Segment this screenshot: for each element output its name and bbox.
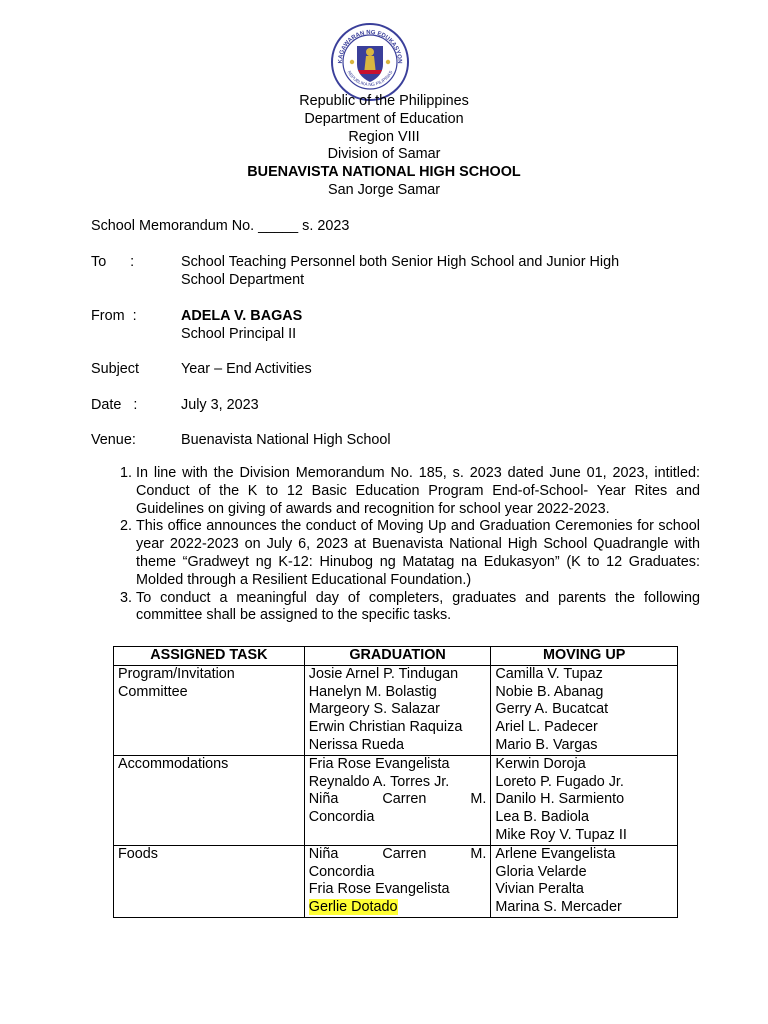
name-part: Niña <box>308 845 339 862</box>
task-line: Program/Invitation <box>118 665 235 682</box>
header-line: Division of Samar <box>327 146 441 163</box>
person-name: Gloria Velarde <box>495 863 587 880</box>
graduation-cell <box>304 665 491 755</box>
task-line: Committee <box>118 683 188 700</box>
person-name: Fria Rose Evangelista <box>308 755 450 772</box>
task-line: Foods <box>118 845 158 862</box>
moving-up-cell <box>491 845 678 917</box>
person-name: Gerry A. Bucatcat <box>495 701 609 718</box>
highlighted-name: Gerlie Dotado <box>308 899 398 916</box>
school-name: BUENAVISTA NATIONAL HIGH SCHOOL <box>247 164 521 181</box>
from-label: From : <box>91 308 137 324</box>
moving-up-cell <box>491 665 678 755</box>
name-part: Niña <box>308 791 339 808</box>
to-label: To : <box>91 254 135 270</box>
date-label: Date : <box>91 397 138 413</box>
memo-item: 2. This office announces the conduct of Moving Up and Graduation Ceremonies for school year 2022-2023 on July 6, 2023 at Buenavista National High School Quadrangle with theme “Gradweyt ng K-12: Hinubog ng Matatag na Edukasyon” (K to 12 Graduates: Molded through a Resilient Educational Foundation.) <box>136 518 700 589</box>
person-name: Marina S. Mercader <box>495 899 622 916</box>
header-line: Department of Education <box>304 110 464 127</box>
task-cell <box>114 665 305 755</box>
venue-label: Venue: <box>91 432 136 448</box>
person-name: Mario B. Vargas <box>495 736 598 753</box>
header-line: Republic of the Philippines <box>299 93 469 109</box>
name-part: M. <box>470 791 487 808</box>
date-value: July 3, 2023 <box>181 397 259 413</box>
subject-label: Subject <box>91 361 139 377</box>
person-name: Loreto P. Fugado Jr. <box>495 773 624 790</box>
task-line: Accommodations <box>118 755 229 772</box>
venue-value: Buenavista National High School <box>181 432 391 448</box>
person-name: Mike Roy V. Tupaz II <box>495 826 627 843</box>
committee-table <box>113 646 678 918</box>
person-name: Fria Rose Evangelista <box>308 881 450 898</box>
person-name: Reynaldo A. Torres Jr. <box>308 773 450 790</box>
to-value: School Teaching Personnel both Senior High School and Junior High School Department <box>181 254 620 288</box>
person-name: Erwin Christian Raquiza <box>308 719 463 736</box>
table-row <box>114 845 678 917</box>
person-name: Josie Arnel P. Tindugan <box>308 665 459 682</box>
moving-up-cell <box>491 755 678 845</box>
school-location: San Jorge Samar <box>328 181 440 198</box>
memo-item: 3. To conduct a meaningful day of completers, graduates and parents the following committee shall be assigned to the specific tasks. <box>136 590 700 626</box>
deped-seal-logo <box>330 22 410 102</box>
svg-text:REPUBLIKA NG PILIPINAS: REPUBLIKA NG PILIPINAS <box>346 69 394 88</box>
header-line: Region VIII <box>348 128 420 145</box>
column-header: GRADUATION <box>304 647 491 666</box>
name-part: Carren <box>382 791 427 808</box>
name-part: Carren <box>382 845 427 862</box>
task-cell <box>114 755 305 845</box>
person-name: Camilla V. Tupaz <box>495 665 603 682</box>
task-cell <box>114 845 305 917</box>
table-row <box>114 665 678 755</box>
person-name: Lea B. Badiola <box>495 809 589 826</box>
person-name: Nobie B. Abanag <box>495 683 604 700</box>
from-name: ADELA V. BAGAS <box>181 308 303 324</box>
person-name: Hanelyn M. Bolastig <box>308 683 437 700</box>
person-name: Margeory S. Salazar <box>308 701 440 718</box>
memo-items <box>113 465 700 625</box>
table-header-row <box>114 647 678 666</box>
memo-number: School Memorandum No. _____ s. 2023 <box>91 218 350 234</box>
from-title: School Principal II <box>181 326 297 342</box>
person-name-highlighted <box>309 899 487 917</box>
person-name: Concordia <box>308 809 375 826</box>
person-name: Vivian Peralta <box>495 881 584 898</box>
column-header: ASSIGNED TASK <box>114 647 305 666</box>
graduation-cell <box>304 755 491 845</box>
graduation-cell <box>304 845 491 917</box>
person-name: Ariel L. Padecer <box>495 719 598 736</box>
column-header: MOVING UP <box>491 647 678 666</box>
letterhead <box>0 93 768 200</box>
person-name-justified <box>309 846 487 864</box>
person-name: Danilo H. Sarmiento <box>495 791 625 808</box>
subject-value: Year – End Activities <box>181 361 312 377</box>
name-part: M. <box>470 845 487 862</box>
person-name-justified <box>309 791 487 809</box>
svg-text:KAGAWARAN NG EDUKASYON: KAGAWARAN NG EDUKASYON <box>337 29 403 64</box>
person-name: Arlene Evangelista <box>495 845 616 862</box>
person-name: Nerissa Rueda <box>308 736 404 753</box>
table-row <box>114 755 678 845</box>
person-name: Concordia <box>308 863 375 880</box>
person-name: Kerwin Doroja <box>495 755 586 772</box>
memo-item: 1. In line with the Division Memorandum No. 185, s. 2023 dated June 01, 2023, intitled: Conduct of the K to 12 Basic Education Program End-of-School- Year Rites and Guidelines on giving of awards and recognition for school year 2022-2023. <box>136 465 700 518</box>
